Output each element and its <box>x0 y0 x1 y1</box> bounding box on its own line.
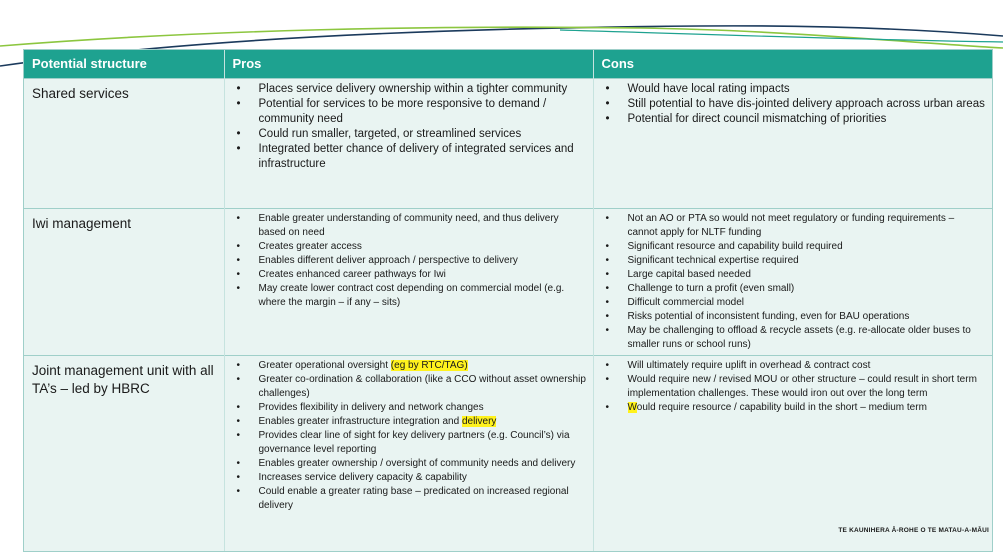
bullet-item: • Will ultimately require uplift in overhead & contract cost <box>602 359 987 373</box>
cons-cell <box>593 208 992 355</box>
bullet-item: • Would require new / revised MOU or other structure – could result in short term implementation challenges. These would iron out over the long term <box>602 373 987 401</box>
table-row-iwi-management <box>24 208 992 355</box>
bullet-item: • Greater co-ordination & collaboration (like a CCO without asset ownership challenges) <box>233 373 587 401</box>
bullet-item: • Not an AO or PTA so would not meet regulatory or funding requirements – cannot apply for NLTF funding <box>602 212 987 240</box>
cons-cell <box>593 78 992 208</box>
pros-list <box>233 359 587 513</box>
bullet-item: • Significant technical expertise required <box>602 254 987 268</box>
structure-cell: Joint management unit with all TA’s – led by HBRC <box>24 355 224 551</box>
bullet-item: • Enables greater ownership / oversight of community needs and delivery <box>233 457 587 471</box>
structure-cell: Shared services <box>24 78 224 208</box>
bullet-item: • Enables different deliver approach / perspective to delivery <box>233 254 587 268</box>
bullet-item: • Challenge to turn a profit (even small) <box>602 282 987 296</box>
structure-cell: Iwi management <box>24 208 224 355</box>
bullet-item: • Could run smaller, targeted, or streamlined services <box>233 127 587 142</box>
bullet-item: • Provides clear line of sight for key delivery partners (e.g. Council’s) via governance level reporting <box>233 429 587 457</box>
bullet-item: • Integrated better chance of delivery of integrated services and infrastructure <box>233 142 587 172</box>
structures-table <box>23 49 993 552</box>
bullet-item: • Would require resource / capability build in the short – medium term <box>602 401 987 415</box>
column-header-pros: Pros <box>224 50 593 78</box>
cons-cell <box>593 355 992 551</box>
bullet-item: • Creates greater access <box>233 240 587 254</box>
bullet-item: • Could enable a greater rating base – predicated on increased regional delivery <box>233 485 587 513</box>
bullet-item: • Places service delivery ownership within a tighter community <box>233 82 587 97</box>
bullet-item: • Still potential to have dis-jointed delivery approach across urban areas <box>602 97 987 112</box>
pros-list <box>233 82 587 172</box>
bullet-item: • Creates enhanced career pathways for Iwi <box>233 268 587 282</box>
highlighted-text: delivery <box>461 415 497 427</box>
pros-cell <box>224 208 593 355</box>
bullet-item: • Would have local rating impacts <box>602 82 987 97</box>
bullet-item: • Significant resource and capability build required <box>602 240 987 254</box>
bullet-item: • Large capital based needed <box>602 268 987 282</box>
bullet-item: • Increases service delivery capacity & capability <box>233 471 587 485</box>
cons-list <box>602 82 987 127</box>
table-header-row <box>24 50 992 78</box>
bullet-item: • Risks potential of inconsistent funding, even for BAU operations <box>602 310 987 324</box>
table-row-joint-management <box>24 355 992 551</box>
bullet-item: • Difficult commercial model <box>602 296 987 310</box>
bullet-item: • Potential for direct council mismatching of priorities <box>602 112 987 127</box>
bullet-item: • May create lower contract cost depending on commercial model (e.g. where the margin – if any – sits) <box>233 282 587 310</box>
bullet-item: • Greater operational oversight (eg by RTC/TAG) <box>233 359 587 373</box>
column-header-structure: Potential structure <box>24 50 224 78</box>
bullet-item: • May be challenging to offload & recycle assets (e.g. re-allocate older buses to smaller runs or school runs) <box>602 324 987 352</box>
column-header-cons: Cons <box>593 50 992 78</box>
bullet-item: • Enable greater understanding of community need, and thus delivery based on need <box>233 212 587 240</box>
table-row-shared-services <box>24 78 992 208</box>
bullet-item: • Potential for services to be more responsive to demand / community need <box>233 97 587 127</box>
pros-list <box>233 212 587 310</box>
cons-list <box>602 359 987 415</box>
pros-cell <box>224 78 593 208</box>
cons-list <box>602 212 987 352</box>
pros-cell <box>224 355 593 551</box>
highlighted-text: W <box>627 401 637 413</box>
bullet-item: • Enables greater infrastructure integration and delivery <box>233 415 587 429</box>
bullet-item: • Provides flexibility in delivery and network changes <box>233 401 587 415</box>
highlighted-text: (eg by RTC/TAG) <box>390 359 468 371</box>
council-footer: TE KAUNIHERA Ā-ROHE O TE MATAU-A-MĀUI <box>838 527 989 534</box>
